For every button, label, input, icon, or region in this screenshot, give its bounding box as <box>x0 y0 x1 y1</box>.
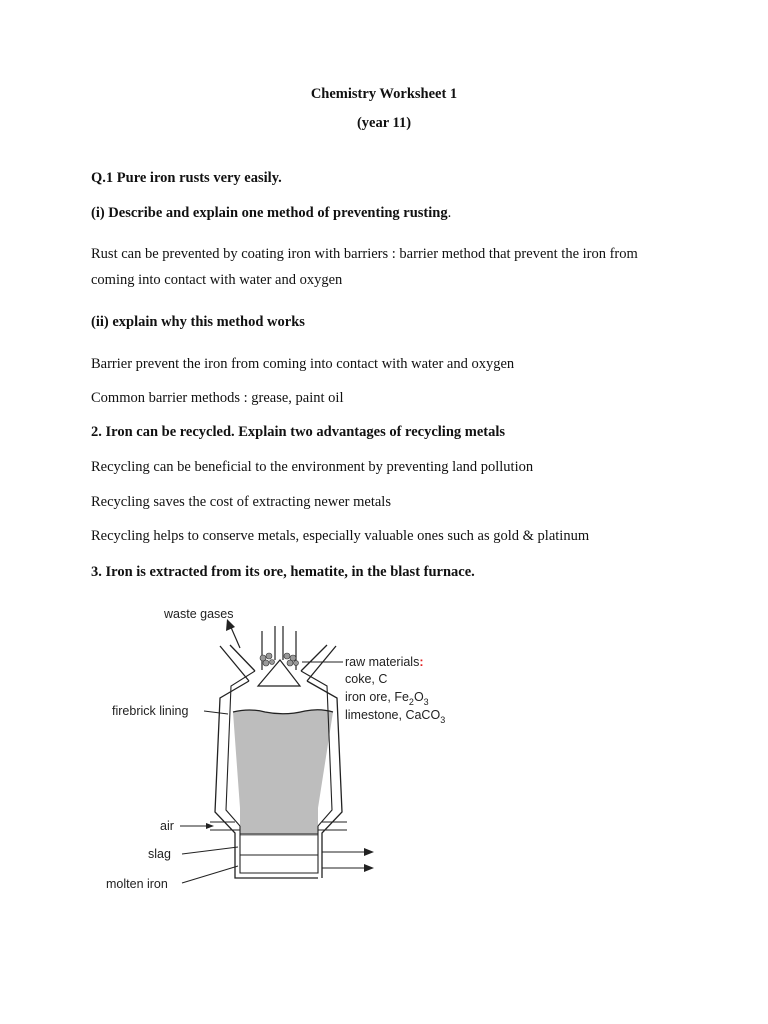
left-chimney-wall <box>220 645 255 681</box>
label-molten-iron: molten iron <box>106 877 168 891</box>
q2-heading: 2. Iron can be recycled. Explain two advantages of recycling metals <box>91 424 506 440</box>
slag-outflow-arrowhead <box>364 848 374 856</box>
molten-iron-pointer <box>182 866 238 883</box>
q1-part-ii: (ii) explain why this method works <box>91 314 305 330</box>
right-chimney-wall <box>301 645 336 681</box>
q3-heading: 3. Iron is extracted from its ore, hematite, in the blast furnace. <box>91 564 475 580</box>
label-air: air <box>160 819 174 833</box>
q2-answer-3: Recycling helps to conserve metals, especially valuable ones such as gold & platinum <box>91 528 590 544</box>
q1-part-i-period: . <box>447 205 452 221</box>
iron-outflow-arrowhead <box>364 864 374 872</box>
q1-answer-i-line1: Rust can be prevented by coating iron with barriers : barrier method that prevent the iron from <box>91 246 638 262</box>
label-coke: coke, C <box>345 672 388 686</box>
q2-answer-1: Recycling can be beneficial to the environment by preventing land pollution <box>91 459 534 475</box>
q1-answer-i-line2: coming into contact with water and oxygen <box>91 272 343 288</box>
label-iron-ore: iron ore, $Fe_2O_3$ <box>345 690 429 707</box>
q1-answer-ii-line1: Barrier prevent the iron from coming into contact with water and oxygen <box>91 356 515 372</box>
furnace-charge-fill <box>233 710 333 836</box>
label-slag: slag <box>148 847 171 861</box>
air-arrowhead <box>206 823 214 829</box>
q2-answer-2: Recycling saves the cost of extracting newer metals <box>91 494 391 510</box>
q1-part-i <box>91 205 451 222</box>
page-title: Chemistry Worksheet 1 <box>310 86 458 102</box>
slag-pointer <box>182 847 238 854</box>
firebrick-pointer <box>204 711 228 714</box>
label-firebrick-lining: firebrick lining <box>112 704 189 718</box>
page-subtitle: (year 11) <box>356 115 412 131</box>
q1-part-i-text: (i) Describe and explain one method of preventing rusting <box>91 205 448 221</box>
label-raw-materials: raw materials: <box>345 655 424 669</box>
label-waste-gases: waste gases <box>164 607 234 621</box>
blast-furnace-diagram <box>100 598 480 898</box>
q1-answer-ii-line2: Common barrier methods : grease, paint oil <box>91 390 344 406</box>
q1-heading: Q.1 Pure iron rusts very easily. <box>91 170 282 186</box>
right-tuyere <box>318 822 347 830</box>
slag-iron-layers <box>240 834 318 855</box>
label-limestone: limestone, CaCO$_3$ <box>345 708 446 725</box>
